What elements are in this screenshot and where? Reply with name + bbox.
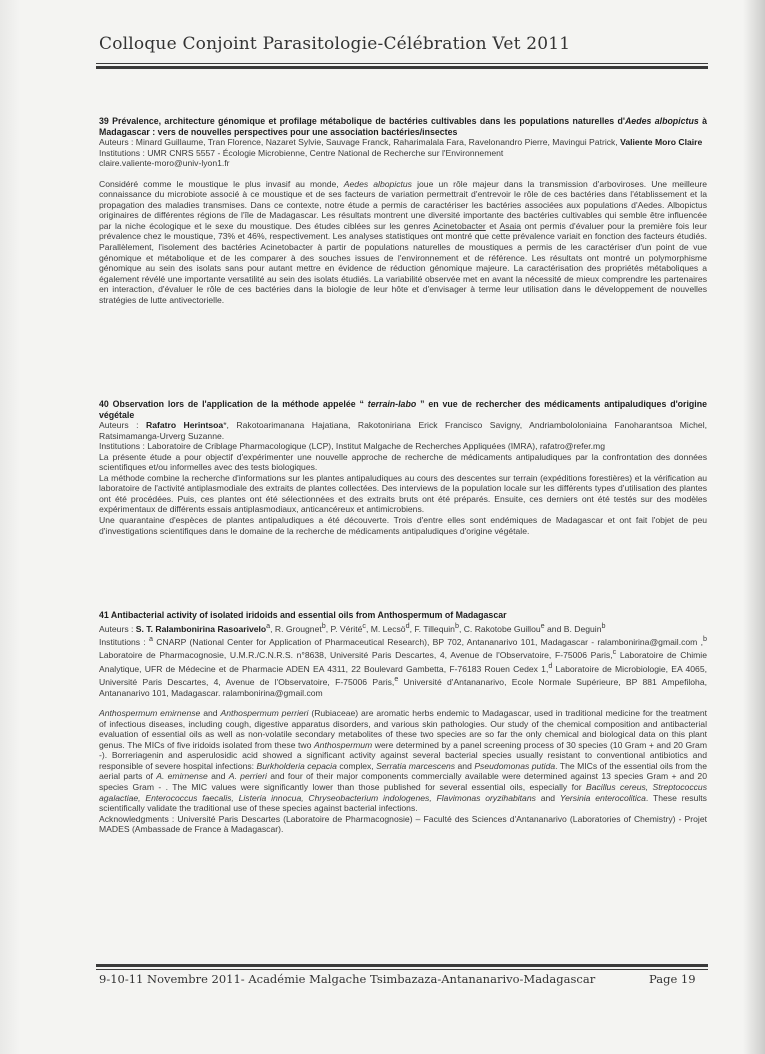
page-edge-left — [0, 0, 20, 1054]
abstract-39 — [99, 116, 707, 305]
abstract-39-body: Considéré comme le moustique le plus invasif au monde, Aedes albopictus joue un rôle majeur dans la transmission d'arboviroses. Une meilleure connaissance du microbiote associé à ce moustique et de ses facteurs de variation permettrait d'entrevoir le rôle de ces bactéries dans l'établissement et la propagation des maladies transmises. Dans ce contexte, notre étude a permis de caractériser les bactéries associées aux populations d'Aedes. Albopictus originaires de différentes régions de l'île de Madagascar. Les résultats montrent une diversité importante des bactéries cultivables qui semble être influencée par la niche écologique et le sexe du moustique. Des études ciblées sur les genres Acinetobacter et Asaia ont permis d'évaluer pour la première fois leur prévalence chez le moustique, 73% et 46%, respectivement. Les analyses statistiques ont montré que cette prévalence variait en fonction des facteurs étudiés. Parallèlement, l'isolement des bactéries Acinetobacter à partir de populations naturelles de moustiques a permis de les caractériser d'un point de vue génomique et métabolique et de les comparer à des souches issues de l'environnement et de référence. Les résultats ont montré un polymorphisme génomique au sein des isolats sans pour autant mettre en évidence de réduction génomique majeure. La caractérisation des propriétés métaboliques a également révélé une importante versatilité au sein des isolats étudiés. La variabilité observée met en avant la nécessité de mieux comprendre les partenaires en interaction, d'évaluer le rôle de ces bactéries dans la biologie de leur hôte et d'envisager à terme leur utilisation dans le développement de nouvelles stratégies de lutte antivectorielle. — [99, 178, 707, 305]
abstract-39-authors: Auteurs : Minard Guillaume, Tran Florence, Nazaret Sylvie, Sauvage Franck, Raharimalala Fara, Ravelonandro Pierre, Mavingui Patrick, Valiente Moro Claire — [99, 137, 703, 148]
abstract-40-institutions: Institutions : Laboratoire de Criblage Pharmacologique (LCP), Institut Malgache de Recherches Appliquées (IMRA), rafatro@refer.mg — [99, 441, 605, 452]
abstract-40-para-3: Une quarantaine d'espèces de plantes antipaludiques a été découverte. Trois d'entre elles sont endémiques de Madagascar et ont fait l'objet de peu d'investigations scientifiques dans le domaine de la recherche de médicaments antipaludiques d'origine végétale. — [99, 515, 707, 536]
footer-rule-thick — [96, 964, 708, 967]
header-rule-thin — [96, 63, 708, 64]
abstract-41 — [99, 610, 707, 835]
footer-rule-thin — [96, 969, 708, 970]
abstract-39-institutions: Institutions : UMR CNRS 5557 - Écologie Microbienne, Centre National de Recherche sur l'Environnement — [99, 147, 504, 158]
footer-text: 9-10-11 Novembre 2011- Académie Malgache Tsimbazaza-Antananarivo-Madagascar — [99, 972, 596, 986]
page-edge-right — [743, 0, 765, 1054]
abstract-40-para-1: La présente étude a pour objectif d'expérimenter une nouvelle approche de recherche de médicaments antipaludiques par la confrontation des données scientifiques et/ou informelles avec des tests biologiques. — [99, 451, 707, 473]
page-header-title: Colloque Conjoint Parasitologie-Célébration Vet 2011 — [99, 34, 571, 54]
abstract-41-institutions: Institutions : $^a$ CNARP (National Center for Application of Pharmaceutical Research), BP 702, Antananarivo 101, Madagascar - ralambonirina@gmail.com ,$^b$ Laboratoire de Pharmacognosie, U.M.R./C.N.R.S. n°8638, Université Paris Descartes, 4, Avenue de l'Observatoire, F-75006 Paris,$^c$ Laboratoire de Chimie Analytique, UFR de Médecine et de Pharmacie ADEN EA 4311, 22 Boulevard Gambetta, F-76183 Rouen Cedex 1,$^d$ Laboratoire de Microbiologie, EA 4065, Université Paris Descartes, 4, Avenue de l'Observatoire, F-75006 Paris,$^e$ Université d'Antananarivo, Ecole Normale Supérieure, BP 881 Ampefiloha, Antananarivo 101, Madagascar. ralambonirina@gmail.com — [99, 634, 708, 698]
abstract-41-acknowledgments: Acknowledgments : Université Paris Descartes (Laboratoire de Pharmacognosie) – Faculté des Sciences d'Antananarivo (Laboratories of Chemistry) - Projet MADES (Ambassade de France à Madagascar). — [99, 813, 707, 835]
abstract-39-title: 39 Prévalence, architecture génomique et profilage métabolique de bactéries cultivables dans les populations naturelles d'Aedes albopictus à Madagascar : vers de nouvelles perspectives pour une association bactéries/insectes — [99, 116, 707, 137]
abstract-41-body: Anthospermum emirnense and Anthospermum perrieri (Rubiaceae) are aromatic herbs endemic to Madagascar, used in traditional medicine for the treatment of infectious diseases, including cough, digestive apparatus disorders, and various skin pathologies. Our study of the chemical composition and antibacterial evaluation of essential oils as well as non-volatile secondary metabolites of these two species are so far the only chemical and biological data on this plant genus. The MICs of five iridoids isolated from these two Anthospermum were determined by a panel screening process of 30 species (10 Gram + and 20 Gram -). Borreriagenin and asperulosidic acid showed a significant activity against several bacterial species usually resistant to conventional antibiotics and responsible of severe hospital infections: Burkholderia cepacia complex, Serratia marcescens and Pseudomonas putida. The MICs of the essential oils from the aerial parts of A. emirnense and A. perrieri and four of their major components commercially available were determined against 13 species Gram + and 20 species Gram - . The MIC values were significantly lower than those published for several essential oils, especially for Bacillus cereus, Streptococcus agalactiae, Enterococcus faecalis, Listeria innocua, Chryseobacterium indologenes, Flavimonas oryzihabitans and Yersinia enterocolitica. These results scientifically validate the traditional use of these species against bacterial infections. — [99, 708, 707, 814]
abstract-40-para-2: La méthode combine la recherche d'informations sur les plantes antipaludiques au cours des descentes sur terrain (expéditions forestières) et la vérification au laboratoire de l'activité antiplasmodiale des extraits de plantes collectées. Des interviews de la population locale sur les différents types d'utilisation des plantes ont été procédées. Puis, ces plantes ont été sélectionnées et des extraits bruts ont été préparés. Ensuite, ces derniers ont été testés sur des modèles expérimentaux de différents essais antiplasmodiaux, anticancéreux et antimicrobiens. — [99, 472, 707, 515]
abstract-41-authors: Auteurs : S. T. Ralambonirina Rasoarivelo$^a$, R. Grougnet$^b$, P. Vérité$^c$, M. Lecsö$^d$, F. Tillequin$^b$, C. Rakotobe Guillou$^e$ and B. Deguin$^b$ — [99, 621, 606, 634]
abstract-40-title: 40 Observation lors de l'application de la méthode appelée “ terrain-labo ” en vue de rechercher des médicaments antipaludiques d'origine végétale — [99, 399, 708, 420]
abstract-39-email: claire.valiente-moro@univ-lyon1.fr — [99, 158, 230, 169]
page-number: Page 19 — [649, 972, 696, 986]
abstract-40-authors: Auteurs : Rafatro Herintsoa*, Rakotoarimanana Hajatiana, Rakotoniriana Erick Francisco Savigny, Andriambololoniaina Fanoharantsoa Michel, Ratsimamanga-Urverg Suzanne. — [99, 420, 707, 441]
abstract-40 — [99, 399, 707, 536]
abstract-41-title: 41 Antibacterial activity of isolated iridoids and essential oils from Anthospermum of Madagascar — [99, 610, 507, 620]
header-rule-thick — [96, 66, 708, 69]
